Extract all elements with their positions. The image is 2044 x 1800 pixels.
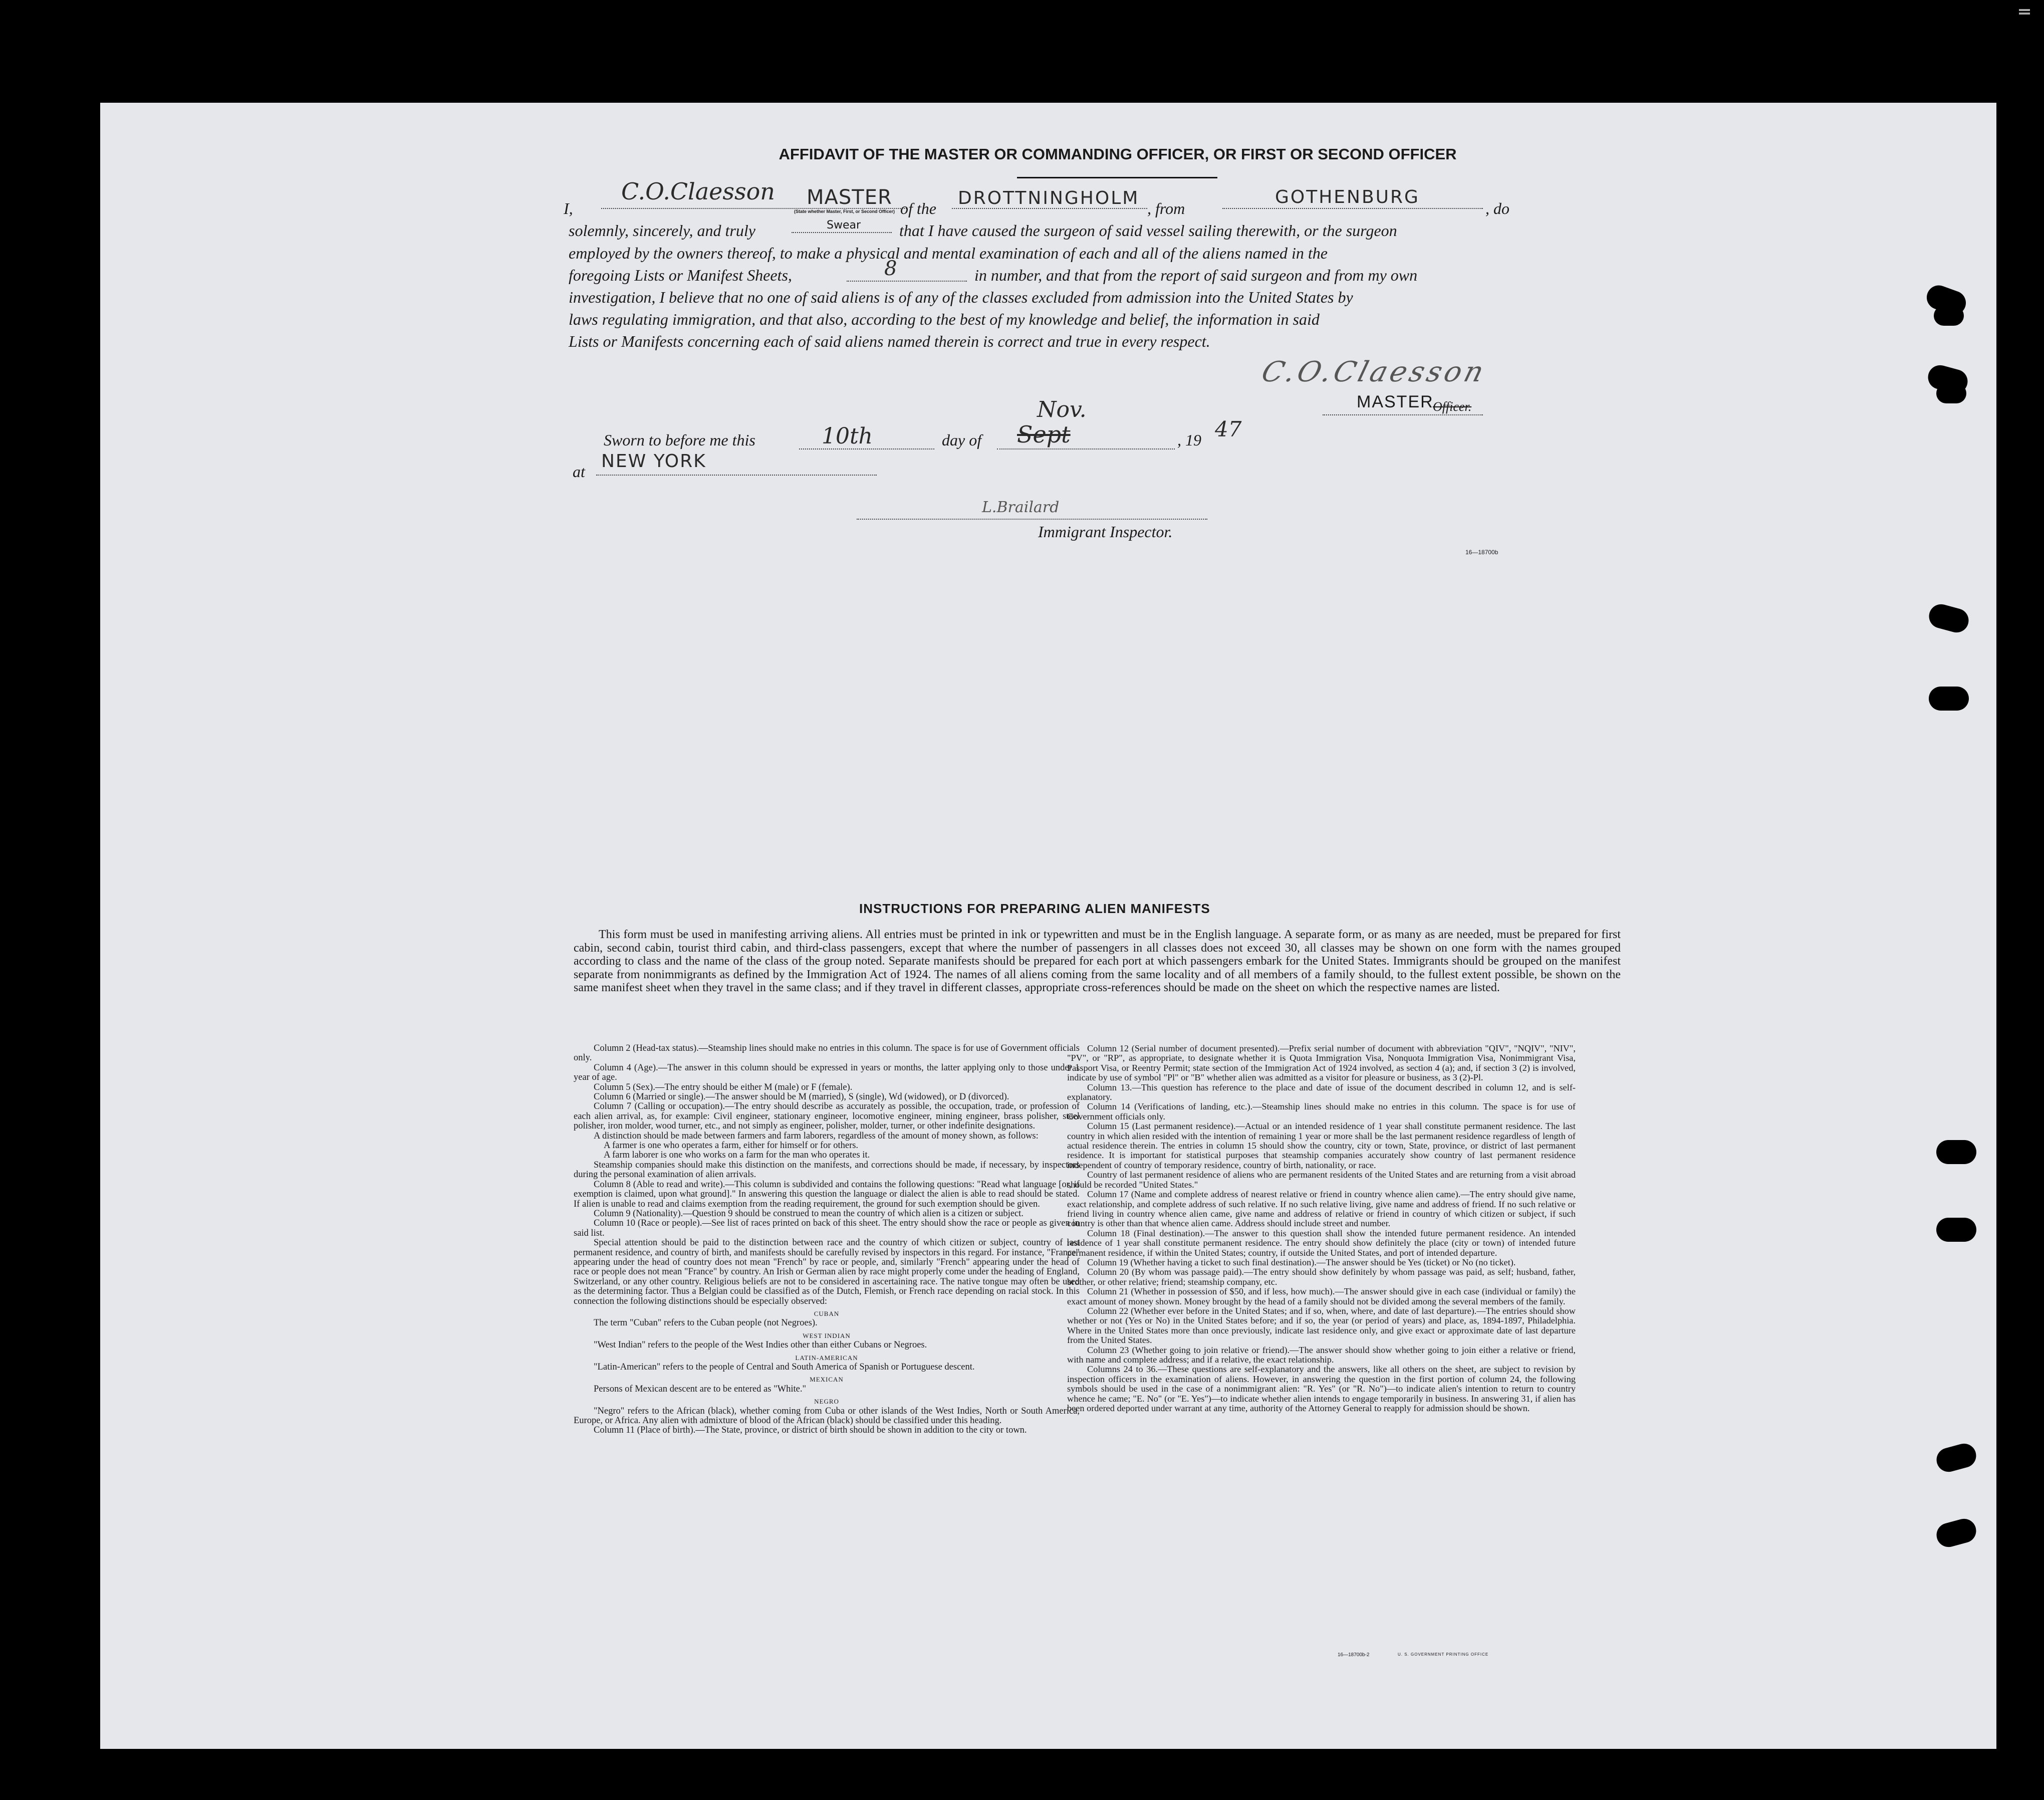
- race-heading: MEXICAN: [810, 1376, 844, 1384]
- race-definition: "Latin-American" refers to the people of Central and South America of Spanish or Portuguese descent.: [594, 1362, 975, 1372]
- race-definition: "Negro" refers to the African (black), whether coming from Cuba or other islands of the West Indies, North or South America, Europe, or Africa. Any alien with admixture of blood of the African (black) should be classified under this heading.: [574, 1406, 1080, 1426]
- month-line: [997, 448, 1175, 449]
- solemnly-text: solemnly, sincerely, and truly: [569, 221, 755, 240]
- sworn-day: 10th: [822, 423, 873, 449]
- do-text: , do: [1485, 199, 1509, 217]
- sworn-month: Nov.: [1037, 397, 1087, 422]
- ship-line: [952, 208, 1147, 209]
- title-rule: [1017, 177, 1217, 178]
- from-text: , from: [1147, 199, 1185, 217]
- scanner-edge-marks: [2019, 8, 2034, 18]
- document-page: [100, 103, 1996, 1749]
- instruction-paragraph: Column 21 (Whether in possession of $50, and if less, how much).—The answer should give in each case (individual or family) the exact amount of money shown. Money brought by the head of a family should not be divided among the several members of the family.: [1067, 1286, 1576, 1306]
- at-text: at: [573, 463, 585, 481]
- punch-hole: [1936, 1140, 1976, 1164]
- punch-hole: [1934, 1516, 1979, 1549]
- affidavit-line-6: laws regulating immigration, and that also, according to the best of my knowledge and belief, the information in said: [569, 310, 1320, 328]
- inspector-line: [857, 519, 1207, 520]
- name-line: [601, 208, 907, 209]
- place-line: [596, 475, 877, 476]
- instruction-paragraph: Column 2 (Head-tax status).—Steamship lines should make no entries in this column. The space is for use of Government officials only.: [574, 1043, 1080, 1063]
- departure-port: GOTHENBURG: [1275, 187, 1420, 207]
- instruction-paragraph: A farm laborer is one who works on a farm for the man who operates it.: [604, 1150, 870, 1161]
- ship-name: DROTTNINGHOLM: [958, 188, 1140, 208]
- footer-printing-office: U. S. GOVERNMENT PRINTING OFFICE: [1398, 1652, 1489, 1657]
- instruction-paragraph: Column 17 (Name and complete address of nearest relative or friend in country whence alien came).—The entry should give name, exact relationship, and complete address of such relative. If no such relative living, give name and address of friend. If no such relative or friend living in country whence alien came, give name and address of relative or friend in country of which citizen or subject, if such country is other than that whence alien came. Address should include street and number.: [1067, 1189, 1576, 1229]
- instruction-paragraph: Column 11 (Place of birth).—The State, province, or district of birth should be shown in addition to the city or town.: [594, 1425, 1027, 1436]
- race-definition: The term "Cuban" refers to the Cuban people (not Negroes).: [594, 1318, 818, 1328]
- instruction-paragraph: Column 18 (Final destination).—The answer to this question shall show the intended future permanent residence. An intended residence of 1 year shall constitute permanent residence. The entry should show definitely the place (city or town) of intended future permanent residence, if within the United States; country, if outside the United States, and port of intended departure.: [1067, 1228, 1576, 1258]
- instruction-paragraph: Column 9 (Nationality).—Question 9 should be construed to mean the country of which alien is a citizen or subject.: [594, 1208, 1024, 1219]
- instruction-paragraph: Column 6 (Married or single).—The answer should be M (married), S (single), Wd (widowed), or D (divorced).: [594, 1092, 1009, 1102]
- instruction-paragraph: Column 14 (Verifications of landing, etc.).—Steamship lines should make no entries in this column. The space is for use of Government officials only.: [1067, 1101, 1576, 1121]
- instructions-left-column: [574, 1044, 1080, 1436]
- instruction-paragraph: Columns 24 to 36.—These questions are self-explanatory and the answers, like all others on the sheet, are subject to revision by inspection officers in the examination of aliens. However, in answering the question in the first portion of column 24, the following symbols should be used in the case of a nonimmigrant alien: "R. Yes" (or "R. No")—to indicate alien's intention to return to country whence he came; "E. No" (or "E. Yes")—to indicate whether alien intends to engage temporarily in business. In answering 31, if alien has been ordered deported under warrant at any time, authority of the Attorney General to reapply for admission should be shown.: [1067, 1364, 1576, 1414]
- punch-hole: [1926, 601, 1971, 635]
- inspector-signature: L.Brailard: [982, 499, 1060, 516]
- punch-hole: [1929, 687, 1969, 711]
- day-of-text: day of: [942, 431, 982, 449]
- affidavit-title: AFFIDAVIT OF THE MASTER OR COMMANDING OFFICER, OR FIRST OR SECOND OFFICER: [779, 145, 1457, 163]
- instruction-paragraph: Column 13.—This question has reference to the place and date of issue of the document described in column 12, and is self-explanatory.: [1067, 1082, 1576, 1102]
- master-name: C.O.Claesson: [621, 178, 775, 205]
- officer-struck: Officer.: [1433, 399, 1472, 414]
- instruction-paragraph: Column 4 (Age).—The answer in this column should be expressed in years or months, the latter applying only to those under 1 year of age.: [574, 1062, 1080, 1083]
- instruction-paragraph: Column 5 (Sex).—The entry should be either M (male) or F (female).: [594, 1082, 853, 1092]
- instruction-paragraph: Column 12 (Serial number of document presented).—Prefix serial number of document with abbreviation "QIV", "NQIV", "NIV", "PV", or "RP", as appropriate, to designate whether it is Quota Immigration Visa, Nonquota Immigration Visa, Nonimmigrant Visa, Passport Visa, or Reentry Permit; state section of the Immigration Act of 1924 involved, as section 4 (a); and, if section 3 (2) is involved, indicate by use of symbol "Pl" or "B" whether alien was admitted as a visitor for pleasure or business, as 3 (2)-Pl.: [1067, 1043, 1576, 1083]
- day-line: [799, 448, 934, 449]
- race-heading: WEST INDIAN: [803, 1331, 851, 1339]
- rank-hint: (State whether Master, First, or Second Officer): [794, 209, 895, 214]
- affidavit-form-number: 16—18700b: [1465, 549, 1498, 556]
- race-heading: CUBAN: [814, 1309, 840, 1317]
- sworn-text: Sworn to before me this: [604, 431, 755, 449]
- instruction-paragraph: Column 20 (By whom was passage paid).—The entry should show definitely by whom passage was paid, as self; husband, father, brother, or other relative; friend; steamship company, etc.: [1067, 1267, 1576, 1287]
- sworn-place: NEW YORK: [601, 451, 706, 472]
- affidavit-line-2: that I have caused the surgeon of said vessel sailing therewith, or the surgeon: [899, 221, 1397, 240]
- punch-hole: [1934, 306, 1964, 326]
- affidavit-i: I,: [564, 199, 573, 217]
- punch-hole: [1936, 383, 1966, 403]
- instructions-title: INSTRUCTIONS FOR PREPARING ALIEN MANIFESTS: [859, 901, 1210, 916]
- instruction-paragraph: Column 8 (Able to read and write).—This column is subdivided and contains the following questions: "Read what language [or, if exemption is claimed, upon what ground]." In answering this question the language or dialect the alien is able to read should be stated. If alien is unable to read and claims exemption from the reading requirement, the ground for such exemption should be given.: [574, 1179, 1080, 1209]
- signature-line: [1323, 414, 1483, 415]
- instruction-paragraph: Column 10 (Race or people).—See list of races printed on back of this sheet. The entry should show the race or people as given in said list.: [574, 1218, 1080, 1238]
- punch-hole: [1936, 1218, 1976, 1242]
- race-heading: LATIN-AMERICAN: [795, 1354, 858, 1362]
- instruction-paragraph: Column 22 (Whether ever before in the United States; and if so, when, where, and date of last departure).—The entries should show whether or not (Yes or No) in the United States before; and if so, the year (or period of years) and place, as, 1894-1897, Philadelphia. Where in the United States more than once previously, indicate last residence only, and give exact or approximate date of last departure from the United States.: [1067, 1305, 1576, 1345]
- instruction-paragraph: Steamship companies should make this distinction on the manifests, and corrections should be made, if necessary, by inspectors during the personal examination of alien arrivals.: [574, 1160, 1080, 1180]
- instruction-paragraph: Column 15 (Last permanent residence).—Actual or an intended residence of 1 year shall constitute permanent residence. The last country in which alien resided with the intention of remaining 1 year or more shall be the last permanent residence regardless of length of actual residence therein. The entries in column 15 should show the country, city or town, State, province, or district of last permanent residence. It is important for statistical purposes that steamship companies accurately show country of last permanent residence independent of country of temporary residence, country of birth, nationality, or race.: [1067, 1121, 1576, 1170]
- of-the-text: of the: [900, 199, 936, 217]
- instruction-paragraph: Country of last permanent residence of aliens who are permanent residents of the United States and are returning from a visit abroad should be recorded "United States.": [1067, 1170, 1576, 1190]
- footer-form-number: 16—18700b-2: [1338, 1652, 1370, 1658]
- sheet-count: 8: [884, 257, 897, 280]
- port-line: [1222, 208, 1483, 209]
- instruction-paragraph: Column 23 (Whether going to join relative or friend).—The answer should show whether going to join either a relative or friend, with name and complete address; and if a relative, the exact relationship.: [1067, 1344, 1576, 1365]
- instruction-paragraph: Special attention should be paid to the distinction between race and the country of which citizen or subject, country of last permanent residence, and country of birth, and manifests should be carefully revised by inspectors in this regard. For instance, "France" appearing under the head of country does not mean "French" by race or people, and, similarly "French" appearing under the head of race or people does not mean "France" by country. An Irish or German alien by race might properly come under the heading of England, Switzerland, or any other country. Religious beliefs are not to be considered in ascertaining race. The native tongue may often be used as the determining factor. Thus a Belgian could be classified as of the Dutch, Flemish, or French race depending on racial stock. In this connection the following distinctions should be especially observed:: [574, 1238, 1080, 1306]
- oath-word: Swear: [827, 219, 861, 232]
- signer-rank: MASTER: [1357, 392, 1434, 411]
- instructions-intro: This form must be used in manifesting arriving aliens. All entries must be printed in ink or typewritten and must be in the English language. A separate form, or as many as are needed, must be prepared for first cabin, second cabin, tourist third cabin, and third-class passengers, except that where the number of passengers in all classes does not exceed 30, all classes may be shown on one form with the names grouped according to class and the name of the class of the group noted. Separate manifests should be prepared for each port at which passengers embark for the United States. Immigrants should be grouped on the manifest separate from nonimmigrants as defined by the Immigration Act of 1924. The names of all aliens coming from the same locality and of all members of a family should, to the fullest extent possible, be shown on the same manifest sheet when they travel in the same class; and if they travel in different classes, appropriate cross-references should be made on the sheet on which the respective names are listed.: [574, 928, 1621, 994]
- affidavit-line-3: employed by the owners thereof, to make a physical and mental examination of each and all of the aliens named in the: [569, 244, 1328, 262]
- affidavit-line-4b: in number, and that from the report of said surgeon and from my own: [974, 266, 1418, 284]
- instruction-paragraph: Column 7 (Calling or occupation).—The entry should describe as accurately as possible, the occupation, trade, or profession of each alien arrival, as, for example: Civil engineer, stationary engineer, locomotive engineer, mining engineer, brass polisher, steel polisher, iron molder, wood turner, etc., and not simply as engineer, polisher, molder, turner, or other indefinite designations.: [574, 1101, 1080, 1132]
- inspector-title: Immigrant Inspector.: [1038, 523, 1173, 541]
- affidavit-line-5: investigation, I believe that no one of said aliens is of any of the classes excluded from admission into the United States by: [569, 288, 1353, 306]
- race-heading: NEGRO: [814, 1398, 839, 1406]
- race-definition: "West Indian" refers to the people of the West Indies other than either Cubans or Negroes.: [594, 1340, 927, 1351]
- master-signature: C.O.Claesson: [1258, 356, 1490, 388]
- affidavit-line-4a: foregoing Lists or Manifest Sheets,: [569, 266, 792, 284]
- punch-hole: [1934, 1441, 1979, 1474]
- instruction-paragraph: A distinction should be made between farmers and farm laborers, regardless of the amount of money shown, as follows:: [594, 1131, 1039, 1141]
- instruction-paragraph: Column 19 (Whether having a ticket to such final destination).—The answer should be Yes (ticket) or No (no ticket).: [1087, 1257, 1516, 1267]
- sheets-line: [847, 281, 967, 282]
- affidavit-line-7: Lists or Manifests concerning each of said aliens named therein is correct and true in every respect.: [569, 332, 1210, 350]
- oath-line: [792, 232, 892, 233]
- instructions-right-column: [1067, 1044, 1576, 1413]
- sworn-year: 47: [1215, 417, 1242, 441]
- master-rank: MASTER: [807, 186, 892, 209]
- year-prefix: , 19: [1177, 431, 1201, 449]
- sworn-month-struck: Sept: [1017, 421, 1071, 448]
- instruction-paragraph: A farmer is one who operates a farm, either for himself or for others.: [604, 1141, 859, 1151]
- race-definition: Persons of Mexican descent are to be entered as "White.": [594, 1384, 807, 1394]
